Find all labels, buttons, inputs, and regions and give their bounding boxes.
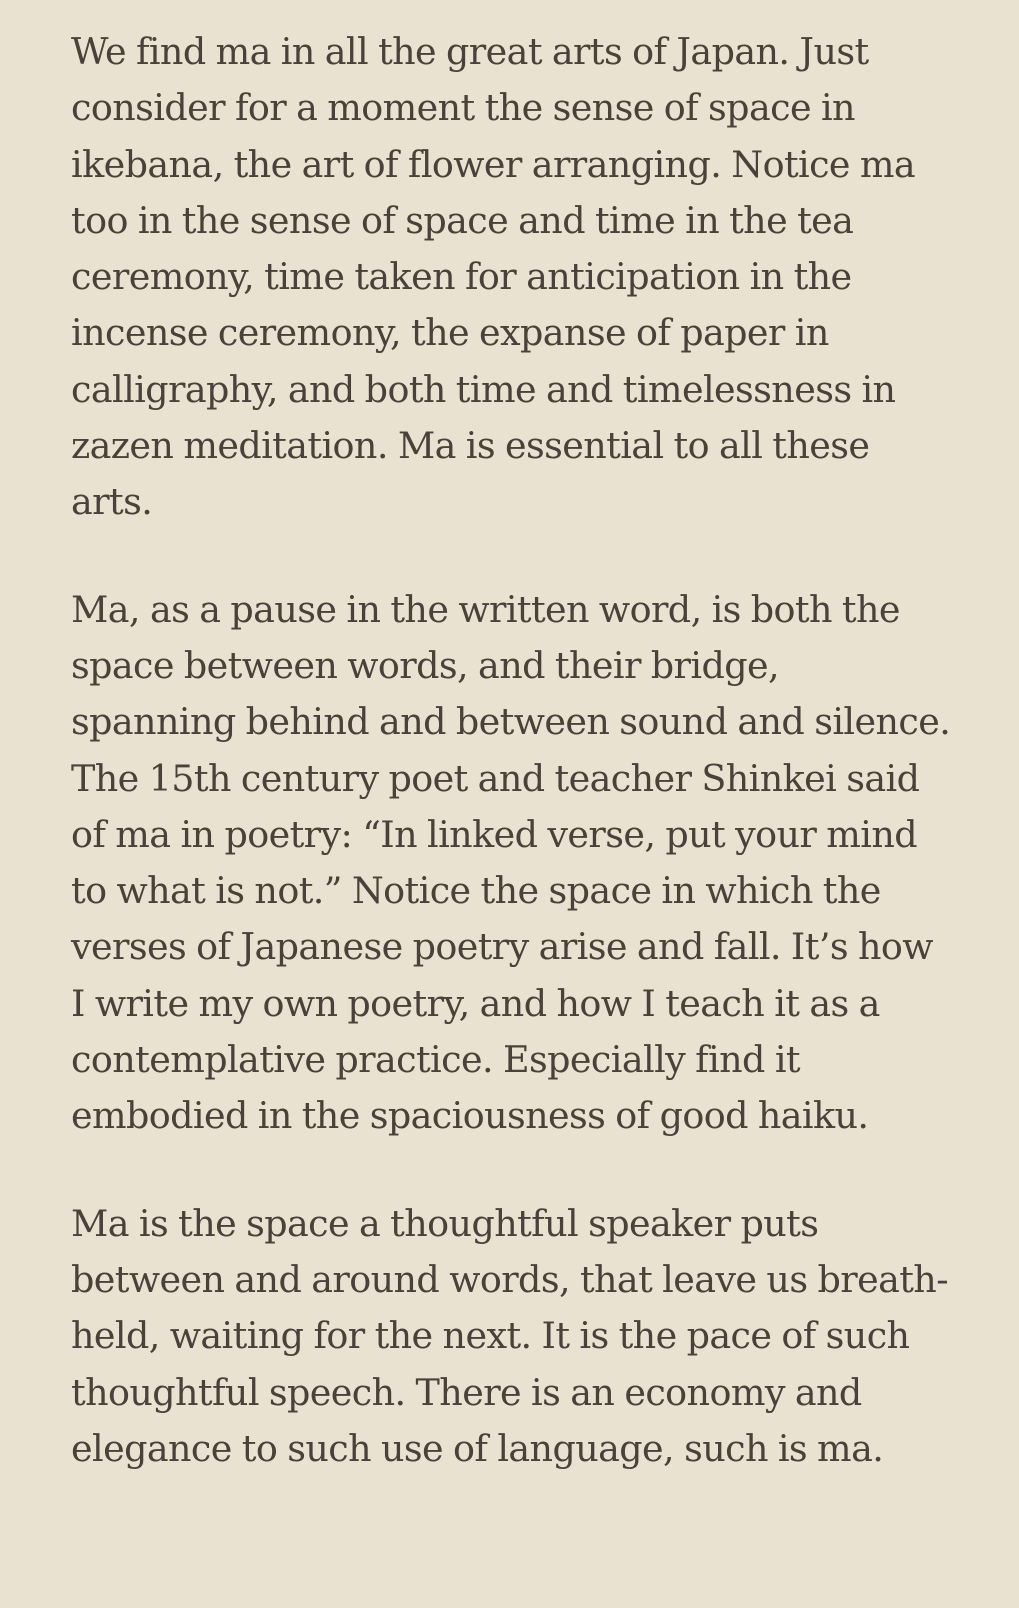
article-body <box>71 24 951 1477</box>
paragraph-speech: Ma is the space a thoughtful speaker puts between and around words, that leave us breath-held, waiting for the next. It is the pace of such thoughtful speech. There is an economy and elegance to such use of language, such is ma. <box>71 1201 948 1470</box>
paragraph-written-word: Ma, as a pause in the written word, is both the space between words, and their bridge, spanning behind and between sound and silence. The 15th century poet and teacher Shinkei said of ma in poetry: “In linked verse, put your mind to what is not.” Notice the space in which the verses of Japanese poetry arise and fall. It’s how I write my own poetry, and how I teach it as a contemplative practice. Especially find it embodied in the spaciousness of good haiku. <box>71 587 951 1138</box>
paragraph-arts: We find ma in all the great arts of Japan. Just consider for a moment the sense of space in ikebana, the art of flower arranging. Notice ma too in the sense of space and time in the tea ceremony, time taken for anticipation in the incense ceremony, the expanse of paper in calligraphy, and both time and timelessness in zazen meditation. Ma is essential to all these arts. <box>71 30 916 524</box>
